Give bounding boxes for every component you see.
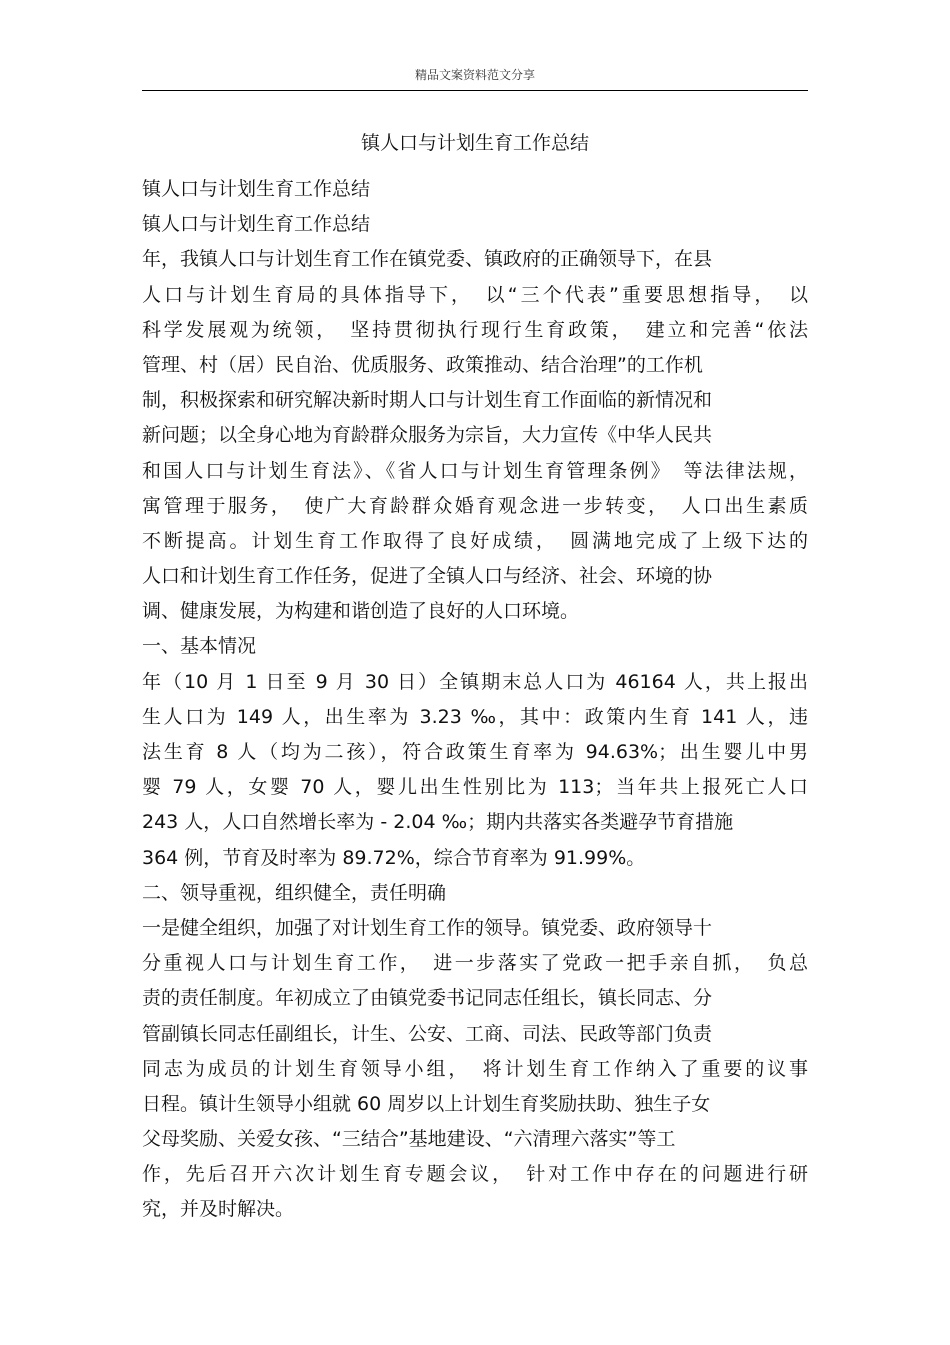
body-text-line: 作，先后召开六次计划生育专题会议， 针对工作中存在的问题进行研 (142, 1163, 808, 1186)
body-text-line: 二、领导重视，组织健全，责任明确 (142, 881, 447, 904)
page-header: 精品文案资料范文分享 (414, 68, 535, 82)
body-text-line: 一是健全组织，加强了对计划生育工作的领导。镇党委、政府领导十 (142, 916, 713, 939)
body-text-line: 管副镇长同志任副组长，计生、公安、工商、司法、民政等部门负责 (142, 1022, 713, 1045)
body-text-line: 243 人，人口自然增长率为 - 2.04 ‰；期内共落实各类避孕节育措施 (142, 811, 734, 834)
body-text-line: 究，并及时解决。 (142, 1198, 295, 1221)
body-text-line: 制，积极探索和研究解决新时期人口与计划生育工作面临的新情况和 (142, 389, 713, 412)
body-text-line: 不断提高。计划生育工作取得了良好成绩， 圆满地完成了上级下达的 (142, 529, 808, 552)
header-divider (142, 90, 808, 91)
body-text-line: 人口和计划生育工作任务，促进了全镇人口与经济、社会、环境的协 (142, 565, 713, 588)
body-text-line: 镇人口与计划生育工作总结 (142, 213, 371, 236)
body-text-line: 分重视人口与计划生育工作， 进一步落实了党政一把手亲自抓， 负总 (142, 952, 808, 975)
body-text-line: 责的责任制度。年初成立了由镇党委书记同志任组长，镇长同志、分 (142, 987, 713, 1010)
body-text-line: 人口与计划生育局的具体指导下， 以“三个代表”重要思想指导， 以 (142, 283, 808, 306)
body-text-line: 年（10 月 1 日至 9 月 30 日）全镇期末总人口为 46164 人，共上报出 (142, 670, 808, 693)
body-text-line: 日程。镇计生领导小组就 60 周岁以上计划生育奖励扶助、独生子女 (142, 1092, 711, 1115)
body-text-line: 年，我镇人口与计划生育工作在镇党委、镇政府的正确领导下，在县 (142, 248, 713, 271)
body-text-line: 婴 79 人，女婴 70 人，婴儿出生性别比为 113；当年共上报死亡人口 (142, 776, 808, 799)
body-text-line: 364 例，节育及时率为 89.72%，综合节育率为 91.99%。 (142, 846, 646, 869)
body-text-line: 一、基本情况 (142, 635, 257, 658)
body-text-line: 科学发展观为统领， 坚持贯彻执行现行生育政策， 建立和完善“依法 (142, 318, 808, 341)
document-body (142, 172, 808, 1228)
body-text-line: 寓管理于服务， 使广大育龄群众婚育观念进一步转变， 人口出生素质 (142, 494, 808, 517)
body-text-line: 同志为成员的计划生育领导小组， 将计划生育工作纳入了重要的议事 (142, 1057, 808, 1080)
body-text-line: 镇人口与计划生育工作总结 (142, 178, 371, 200)
body-text-line: 调、健康发展，为构建和谐创造了良好的人口环境。 (142, 600, 580, 623)
body-text-line: 法生育 8 人（均为二孩），符合政策生育率为 94.63%；出生婴儿中男 (142, 741, 808, 763)
body-text-line: 管理、村（居）民自治、优质服务、政策推动、结合治理”的工作机 (142, 353, 703, 376)
body-text-line: 生人口为 149 人，出生率为 3.23 ‰，其中：政策内生育 141 人，违 (142, 705, 808, 728)
document-title: 镇人口与计划生育工作总结 (360, 132, 589, 154)
body-text-line: 新问题；以全身心地为育龄群众服务为宗旨，大力宣传《中华人民共 (142, 424, 713, 447)
body-text-line: 和国人口与计划生育法》、《省人口与计划生育管理条例》 等法律法规， (142, 459, 808, 482)
body-text-line: 父母奖励、关爱女孩、“三结合”基地建设、“六清理六落实”等工 (142, 1128, 676, 1151)
